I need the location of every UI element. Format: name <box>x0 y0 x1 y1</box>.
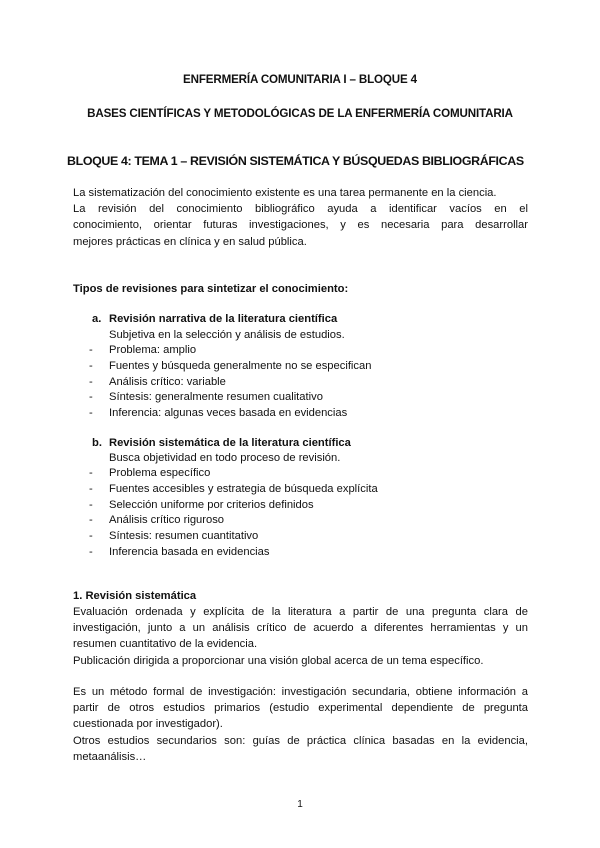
paragraph-line: Otros estudios secundarios son: guías de práctica clínica basadas en la evidencia, <box>73 734 528 747</box>
list-item <box>89 406 371 422</box>
dash-marker: - <box>89 498 93 511</box>
list-item <box>89 498 378 514</box>
dash-marker: - <box>89 407 93 420</box>
page-number: 1 <box>297 799 303 810</box>
review-type-a-subtitle: Subjetiva en la selección y análisis de estudios. <box>109 329 345 341</box>
paragraph-line: Es un método formal de investigación: investigación secundaria, obtiene información a <box>73 686 528 698</box>
paragraph-line: investigación, junto a un análisis crítico de acuerdo a diferentes herramientas y un <box>73 622 528 635</box>
list-item <box>89 343 371 359</box>
intro-line: La sistematización del conocimiento existente es una tarea permanente en la ciencia. <box>73 187 497 199</box>
list-item <box>89 390 371 406</box>
intro-line: La revisión del conocimiento bibliográfico ayuda a identificar vacíos en el <box>73 203 528 216</box>
dash-marker: - <box>89 344 93 356</box>
intro-line: conocimiento, orientar futuras investigaciones, y es necesaria para desarrollar <box>73 219 528 232</box>
review-type-b <box>92 435 351 451</box>
types-heading: Tipos de revisiones para sintetizar el conocimiento: <box>73 283 349 295</box>
list-item-text: Análisis crítico riguroso <box>109 514 225 527</box>
section-paragraph <box>73 604 528 669</box>
list-item-text: Selección uniforme por criterios definidos <box>109 498 314 511</box>
paragraph-line: resumen cuantitativo de la evidencia. <box>73 638 258 651</box>
paragraph-line: metaanálisis… <box>73 750 147 763</box>
review-type-a-list <box>89 343 371 422</box>
intro-line: mejores prácticas en clínica y en salud pública. <box>73 235 307 248</box>
dash-marker: - <box>89 514 93 527</box>
review-type-title-text: Revisión narrativa de la literatura científica <box>109 313 338 325</box>
paragraph-line: cuestionada por investigador). <box>73 718 223 731</box>
review-type-title-text: Revisión sistemática de la literatura científica <box>109 437 351 449</box>
list-item <box>89 466 378 482</box>
dash-marker: - <box>89 482 93 495</box>
review-type-b-subtitle: Busca objetividad en todo proceso de revisión. <box>109 452 341 464</box>
paragraph-line: partir de otros estudios primarios (estudio experimental dependiente de pregunta <box>73 702 528 715</box>
dash-marker: - <box>89 530 93 543</box>
list-item <box>89 359 371 375</box>
paragraph-line: Evaluación ordenada y explícita de la literatura a partir de una pregunta clara de <box>73 606 528 618</box>
review-type-a <box>92 311 337 327</box>
review-type-a-title <box>92 311 337 327</box>
list-item <box>89 513 378 529</box>
list-item-text: Fuentes y búsqueda generalmente no se especifican <box>109 359 372 372</box>
dash-marker: - <box>89 467 93 479</box>
paragraph-line: Publicación dirigida a proporcionar una visión global acerca de un tema específico. <box>73 654 484 667</box>
dash-marker: - <box>89 375 93 388</box>
section-paragraph <box>73 684 528 765</box>
dash-marker: - <box>89 391 93 404</box>
list-item-text: Inferencia: algunas veces basada en evidencias <box>109 407 348 420</box>
dash-marker: - <box>89 545 93 558</box>
list-item <box>89 529 378 545</box>
topic-title: BLOQUE 4: TEMA 1 – REVISIÓN SISTEMÁTICA Y BÚSQUEDAS BIBLIOGRÁFICAS <box>67 154 524 168</box>
list-item-text: Problema: amplio <box>109 344 197 356</box>
course-title: ENFERMERÍA COMUNITARIA I – BLOQUE 4 <box>183 73 417 86</box>
intro-paragraph <box>73 185 528 250</box>
list-item-text: Problema específico <box>109 467 211 479</box>
list-item <box>89 375 371 391</box>
list-item-text: Inferencia basada en evidencias <box>109 545 270 558</box>
list-item-text: Fuentes accesibles y estrategia de búsqueda explícita <box>109 482 378 495</box>
list-item-text: Análisis crítico: variable <box>109 375 226 388</box>
list-item <box>89 545 378 561</box>
review-type-b-title <box>92 435 351 451</box>
list-marker: b. <box>92 437 102 449</box>
dash-marker: - <box>89 359 93 372</box>
section-heading: 1. Revisión sistemática <box>73 590 197 602</box>
list-item <box>89 482 378 498</box>
subject-title: BASES CIENTÍFICAS Y METODOLÓGICAS DE LA ENFERMERÍA COMUNITARIA <box>87 107 513 120</box>
list-item-text: Síntesis: resumen cuantitativo <box>109 530 259 543</box>
list-marker: a. <box>92 313 102 325</box>
review-type-b-list <box>89 466 378 561</box>
list-item-text: Síntesis: generalmente resumen cualitativo <box>109 391 323 404</box>
